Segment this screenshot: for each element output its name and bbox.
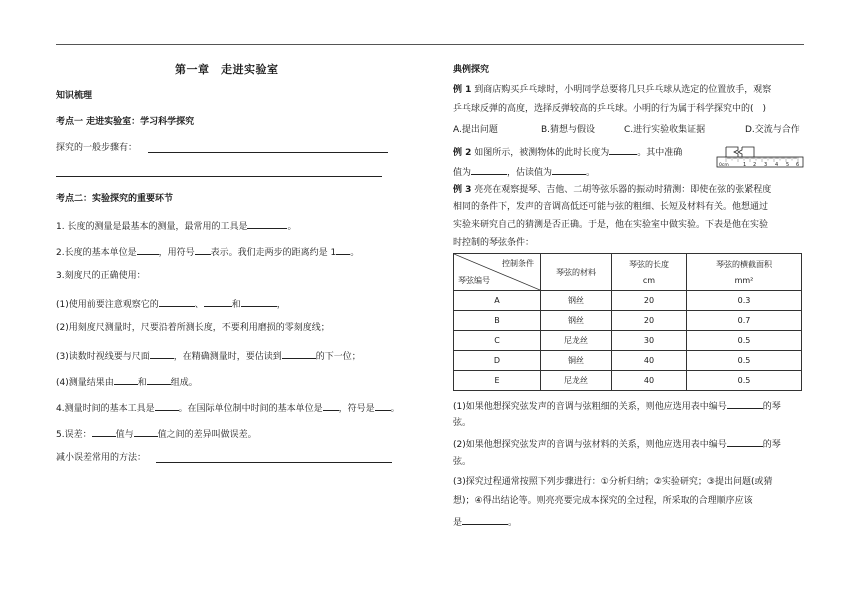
s3-text-d: 。 <box>508 518 518 528</box>
example-1-option-c[interactable]: C.进行实验收集证据 <box>624 125 706 135</box>
q4-blank-3[interactable] <box>375 400 391 411</box>
q3-3-text-c: 的下一位； <box>315 352 361 362</box>
question-3-4 <box>56 374 198 389</box>
ruler-label-1: 1 <box>743 162 747 168</box>
q4-text-c: ，符号是 <box>338 404 375 414</box>
example-2-blank-1[interactable] <box>609 144 637 155</box>
q2-text-d: 。 <box>350 248 360 258</box>
example-3-line-3: 实验来研究自己的猜测是否正确。于是，他在实验室中做实验。下表是他在实验 <box>453 220 769 230</box>
row-id: B <box>454 311 541 331</box>
point1-title: 考点一 走进实验室：学习科学探究 <box>56 117 195 127</box>
row-length: 20 <box>612 311 687 331</box>
row-area: 0.5 <box>687 351 802 371</box>
s1-blank[interactable] <box>727 398 763 409</box>
q2-blank-2[interactable] <box>195 244 211 255</box>
q4-text-d: 。 <box>390 404 400 414</box>
row-length: 40 <box>612 351 687 371</box>
page-top-rule <box>56 44 804 45</box>
ruler-label-2: 2 <box>753 162 757 168</box>
question-2 <box>56 244 359 259</box>
examples-heading: 典例探究 <box>453 65 490 75</box>
q5-text-c: 值之间的差异叫做误差。 <box>157 430 257 440</box>
example-3-line-2: 相同的条件下，发声的音调高低还可能与弦的粗细、长短及材料有关。他想通过 <box>453 202 769 212</box>
q5-blank-1[interactable] <box>92 426 116 437</box>
example-2-text-2a: 值为 <box>453 168 472 178</box>
q3-1-text-b: 、 <box>194 300 204 310</box>
string-conditions-table <box>453 253 802 391</box>
row-material: 钢丝 <box>541 291 612 311</box>
q2-text-b: ，用符号 <box>158 248 195 258</box>
s2-text-a: (2)如果他想探究弦发声的音调与弦材料的关系，则他应选用表中编号 <box>453 440 727 450</box>
steps-answer-line-1[interactable] <box>148 152 388 153</box>
corner-label-bottom: 琴弦编号 <box>458 276 490 285</box>
table-corner-cell <box>454 254 541 291</box>
q1-blank[interactable] <box>247 218 287 229</box>
q2-text-c: 表示。我们走两步的距离约是 1 <box>210 248 337 258</box>
row-material: 铜丝 <box>541 351 612 371</box>
sub-question-2-line-2: 弦。 <box>453 457 472 467</box>
s3-blank[interactable] <box>462 514 508 525</box>
example-1-option-b[interactable]: B.猜想与假设 <box>541 125 596 135</box>
table-header-row <box>454 254 802 291</box>
ruler-figure <box>716 145 804 173</box>
question-3: 3.刻度尺的正确使用： <box>56 271 146 281</box>
example-2-text-1a: 如图所示，被测物体的此时长度为 <box>474 148 610 158</box>
row-id: A <box>454 291 541 311</box>
row-material: 钢丝 <box>541 311 612 331</box>
row-length: 20 <box>612 291 687 311</box>
row-length: 40 <box>612 371 687 391</box>
row-area: 0.7 <box>687 311 802 331</box>
example-3-line-4: 时控制的琴弦条件： <box>453 238 535 248</box>
question-3-1 <box>56 296 286 311</box>
sub-question-1-line-1 <box>453 398 781 413</box>
point2-title: 考点二：实验探究的重要环节 <box>56 194 174 204</box>
example-1-option-d[interactable]: D.交流与合作 <box>745 125 800 135</box>
question-3-2: (2)用刻度尺测量时，尺要沿着所测长度，不要利用磨损的零刻度线； <box>56 323 330 333</box>
q2-text-a: 2.长度的基本单位是 <box>56 248 137 258</box>
row-id: E <box>454 371 541 391</box>
ruler-label-5: 5 <box>786 162 790 168</box>
table-row <box>454 311 802 331</box>
example-2-text-1b: 。其中准确 <box>637 148 683 158</box>
corner-label-top: 控制条件 <box>502 259 534 268</box>
q1-text-b: 。 <box>287 222 297 232</box>
q2-blank-3[interactable] <box>336 244 350 255</box>
example-1-tag: 例 1 <box>453 85 472 95</box>
table-row <box>454 351 802 371</box>
s3-text-c: 是 <box>453 518 463 528</box>
q3-4-text-a: (4)测量结果由 <box>56 378 114 388</box>
question-3-3 <box>56 348 361 363</box>
row-material: 尼龙丝 <box>541 331 612 351</box>
s1-text-b: 的琴 <box>762 402 781 412</box>
q3-1-text-c: 和 <box>231 300 241 310</box>
table-row <box>454 291 802 311</box>
sub-question-3-line-3 <box>453 514 517 529</box>
q5-blank-2[interactable] <box>134 426 158 437</box>
example-2-blank-3[interactable] <box>552 164 586 175</box>
example-2-line-1 <box>453 144 682 159</box>
header-length-label: 琴弦的长度 <box>629 260 669 269</box>
sub-question-2-line-1 <box>453 436 781 451</box>
q2-blank-1[interactable] <box>137 244 159 255</box>
s2-text-b: 的琴 <box>762 440 781 450</box>
row-area: 0.5 <box>687 371 802 391</box>
steps-answer-line-2[interactable] <box>56 176 382 177</box>
row-area: 0.5 <box>687 331 802 351</box>
sub-question-3-line-2: 想)；④得出结论等。则亮亮要完成本探究的全过程，所采取的合理顺序应该 <box>453 496 753 506</box>
q4-blank-1[interactable] <box>155 400 179 411</box>
knowledge-heading: 知识梳理 <box>56 91 93 101</box>
q3-4-text-c: 组成。 <box>170 378 198 388</box>
q5-text-a: 5.误差： <box>56 430 92 440</box>
row-area: 0.3 <box>687 291 802 311</box>
example-3-tag: 例 3 <box>453 185 472 195</box>
q3-1-blank-3[interactable] <box>241 296 277 307</box>
q4-text-a: 4.测量时间的基本工具是 <box>56 404 155 414</box>
q5-text-b: 值与 <box>115 430 134 440</box>
q3-4-blank-1[interactable] <box>114 374 138 385</box>
q3-1-blank-1[interactable] <box>159 296 195 307</box>
example-2-line-2 <box>453 164 595 179</box>
row-id: C <box>454 331 541 351</box>
q3-3-blank-1[interactable] <box>150 348 174 359</box>
question-4 <box>56 400 400 415</box>
row-id: D <box>454 351 541 371</box>
example-2-blank-2[interactable] <box>471 164 507 175</box>
q3-3-blank-2[interactable] <box>282 348 316 359</box>
q3-1-blank-2[interactable] <box>204 296 232 307</box>
example-1-text-1: 到商店购买乒乓球时，小明同学总要将几只乒乓球从选定的位置放手，观察 <box>474 85 772 95</box>
sub-question-3-line-1: (3)探究过程通常按照下列步骤进行：①分析归纳；②实验研究；③提出问题(或猜 <box>453 477 773 487</box>
header-area-label: 琴弦的横截面积 <box>716 260 772 269</box>
q4-text-b: 。在国际单位制中时间的基本单位是 <box>178 404 323 414</box>
measured-object-outline-2 <box>738 147 754 157</box>
q3-3-text-a: (3)读数时视线要与尺面 <box>56 352 150 362</box>
q3-1-text-d: ， <box>276 300 286 310</box>
s1-text-a: (1)如果他想探究弦发声的音调与弦粗细的关系，则他应选用表中编号 <box>453 402 727 412</box>
ruler-label-4: 4 <box>775 162 779 168</box>
example-2-text-2b: ，估读值为 <box>507 168 553 178</box>
table-row <box>454 331 802 351</box>
ruler-label-6: 6 <box>796 162 800 168</box>
header-area <box>687 254 802 291</box>
q1-text-a: 1. 长度的测量是最基本的测量，最常用的工具是 <box>56 222 248 232</box>
q3-3-text-b: ，在精确测量时，要估读到 <box>173 352 282 362</box>
header-length-unit: cm <box>642 276 656 285</box>
question-5 <box>56 426 257 441</box>
q3-4-text-b: 和 <box>137 378 147 388</box>
example-2-tag: 例 2 <box>453 148 472 158</box>
chapter-title: 第一章 走进实验室 <box>175 63 279 76</box>
example-2-text-2c: 。 <box>586 168 596 178</box>
reduce-error-answer-line[interactable] <box>156 462 392 463</box>
measured-object-outline <box>726 147 738 157</box>
s2-blank[interactable] <box>727 436 763 447</box>
steps-label: 探究的一般步骤有： <box>56 143 138 153</box>
ruler-body <box>717 157 803 167</box>
q4-blank-2[interactable] <box>323 400 339 411</box>
example-1-line-2: 乒乓球反弹的高度，选择反弹较高的乒乓球。小明的行为属于科学探究中的( ) <box>453 104 767 114</box>
header-area-unit: mm² <box>734 276 754 285</box>
example-1-option-a[interactable]: A.提出问题 <box>453 125 498 135</box>
table-row <box>454 371 802 391</box>
reduce-error-label: 减小误差常用的方法： <box>56 453 147 463</box>
example-3-line-1 <box>453 184 771 196</box>
sub-question-1-line-2: 弦。 <box>453 418 472 428</box>
question-1 <box>56 218 296 233</box>
row-material: 尼龙丝 <box>541 371 612 391</box>
ruler-label-3: 3 <box>764 162 768 168</box>
row-length: 30 <box>612 331 687 351</box>
q3-1-text-a: (1)使用前要注意观察它的 <box>56 300 159 310</box>
example-3-text-1: 亮亮在观察提琴、吉他、二胡等弦乐器的振动时猜测：即使在弦的张紧程度 <box>474 185 772 195</box>
q3-4-blank-2[interactable] <box>147 374 171 385</box>
header-length <box>612 254 687 291</box>
example-1-line-1 <box>453 84 771 96</box>
header-material: 琴弦的材料 <box>541 254 612 291</box>
ruler-label-0: 0cm <box>719 163 729 168</box>
